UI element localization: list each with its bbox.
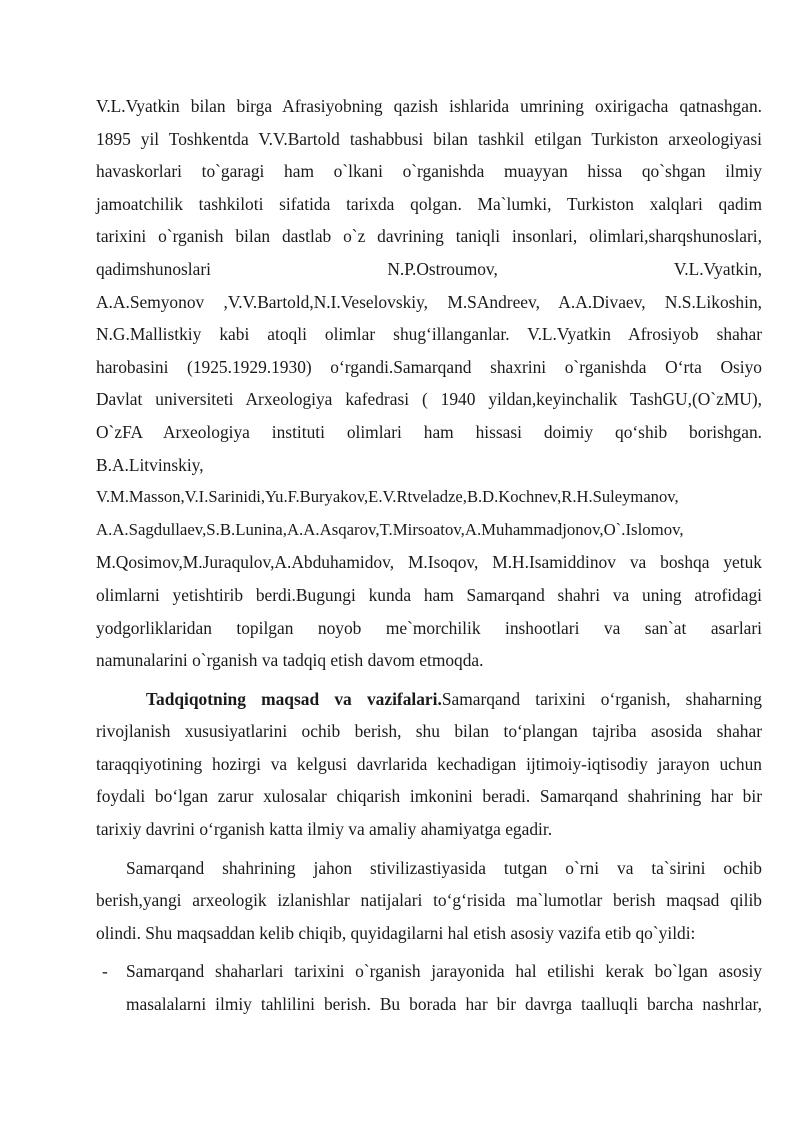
paragraph-goals — [96, 683, 762, 846]
text-line: qadimshunoslari N.P.Ostroumov, V.L.Vyatkin, — [96, 258, 762, 279]
text-line: O`zFA Arxeologiya instituti olimlari ham hissasi doimiy qo‘shib borishgan. — [96, 421, 762, 442]
text-line: tarixini o`rganish bilan dastlab o`z davrining taniqli insonlari, olimlari,sharqshunoslari, — [96, 226, 762, 247]
text-line: yodgorliklaridan topilgan noyob me`morchilik inshootlari va san`at asarlari — [96, 617, 762, 638]
text-line: harobasini (1925.1929.1930) o‘rgandi.Samarqand shaxrini o`rganishda O‘rta Osiyo — [96, 356, 762, 377]
text-line: taraqqiyotining hozirgi va kelgusi davrlarida kechadigan ijtimoiy-iqtisodiy jarayon uchun — [96, 753, 762, 774]
text-line: B.A.Litvinskiy, — [96, 454, 204, 475]
list-bullet: - — [102, 961, 108, 982]
text-line: olimlarni yetishtirib berdi.Bugungi kunda ham Samarqand shahri va uning atrofidagi — [96, 584, 762, 605]
text-line: V.M.Masson,V.I.Sarinidi,Yu.F.Buryakov,E.V.Rtveladze,B.D.Kochnev,R.H.Suleymanov, — [96, 487, 679, 507]
paragraph-objectives — [96, 852, 762, 950]
text-line: rivojlanish xususiyatlarini ochib berish, shu bilan to‘plangan tajriba asosida shahar — [96, 721, 762, 742]
text-line: 1895 yil Toshkentda V.V.Bartold tashabbusi bilan tashkil etilgan Turkiston arxeologiyasi — [96, 128, 762, 149]
text-line: tarixiy davrini o‘rganish katta ilmiy va amaliy ahamiyatga egadir. — [96, 819, 553, 840]
text-line: Samarqand shaharlari tarixini o`rganish jarayonida hal etilishi kerak bo`lgan asosiy — [126, 961, 762, 982]
text-line: namunalarini o`rganish va tadqiq etish davom etmoqda. — [96, 650, 484, 671]
text-run: Samarqand tarixini o‘rganish, shaharning — [441, 688, 762, 709]
list-item — [96, 955, 762, 1020]
paragraph-researchers — [96, 90, 762, 677]
text-line: A.A.Semyonov ,V.V.Bartold,N.I.Veselovskiy, M.SAndreev, A.A.Divaev, N.S.Likoshin, — [96, 291, 762, 312]
text-line — [96, 683, 762, 716]
text-line: Samarqand shahrining jahon stivilizastiyasida tutgan o`rni va ta`sirini ochib — [126, 857, 762, 878]
section-heading: Tadqiqotning maqsad va vazifalari. — [146, 688, 442, 709]
text-line: masalalarni ilmiy tahlilini berish. Bu borada har bir davrga taalluqli barcha nashrlar, — [126, 994, 762, 1015]
document-page — [96, 90, 762, 1021]
text-line: V.L.Vyatkin bilan birga Afrasiyobning qazish ishlarida umrining oxirigacha qatnashgan. — [96, 96, 762, 116]
text-line: havaskorlari to`garagi ham o`lkani o`rganishda muayyan hissa qo`shgan ilmiy — [96, 161, 762, 182]
text-line: Davlat universiteti Arxeologiya kafedrasi ( 1940 yildan,keyinchalik TashGU,(O`zMU), — [96, 389, 762, 410]
text-line: M.Qosimov,M.Juraqulov,A.Abduhamidov, M.Isoqov, M.H.Isamiddinov va boshqa yetuk — [96, 552, 762, 573]
text-line: olindi. Shu maqsaddan kelib chiqib, quyidagilarni hal etish asosiy vazifa etib qo`yildi: — [96, 922, 696, 943]
text-line: A.A.Sagdullaev,S.B.Lunina,A.A.Asqarov,T.Mirsoatov,A.Muhammadjonov,O`.Islomov, — [96, 519, 684, 539]
text-line: jamoatchilik tashkiloti sifatida tarixda qolgan. Ma`lumki, Turkiston xalqlari qadim — [96, 193, 762, 214]
text-line: N.G.Mallistkiy kabi atoqli olimlar shug‘illanganlar. V.L.Vyatkin Afrosiyob shahar — [96, 324, 762, 345]
text-line: foydali bo‘lgan zarur xulosalar chiqarish imkonini beradi. Samarqand shahrining har bir — [96, 786, 762, 807]
text-line: berish,yangi arxeologik izlanishlar natijalari to‘g‘risida ma`lumotlar berish maqsad qilib — [96, 890, 762, 911]
